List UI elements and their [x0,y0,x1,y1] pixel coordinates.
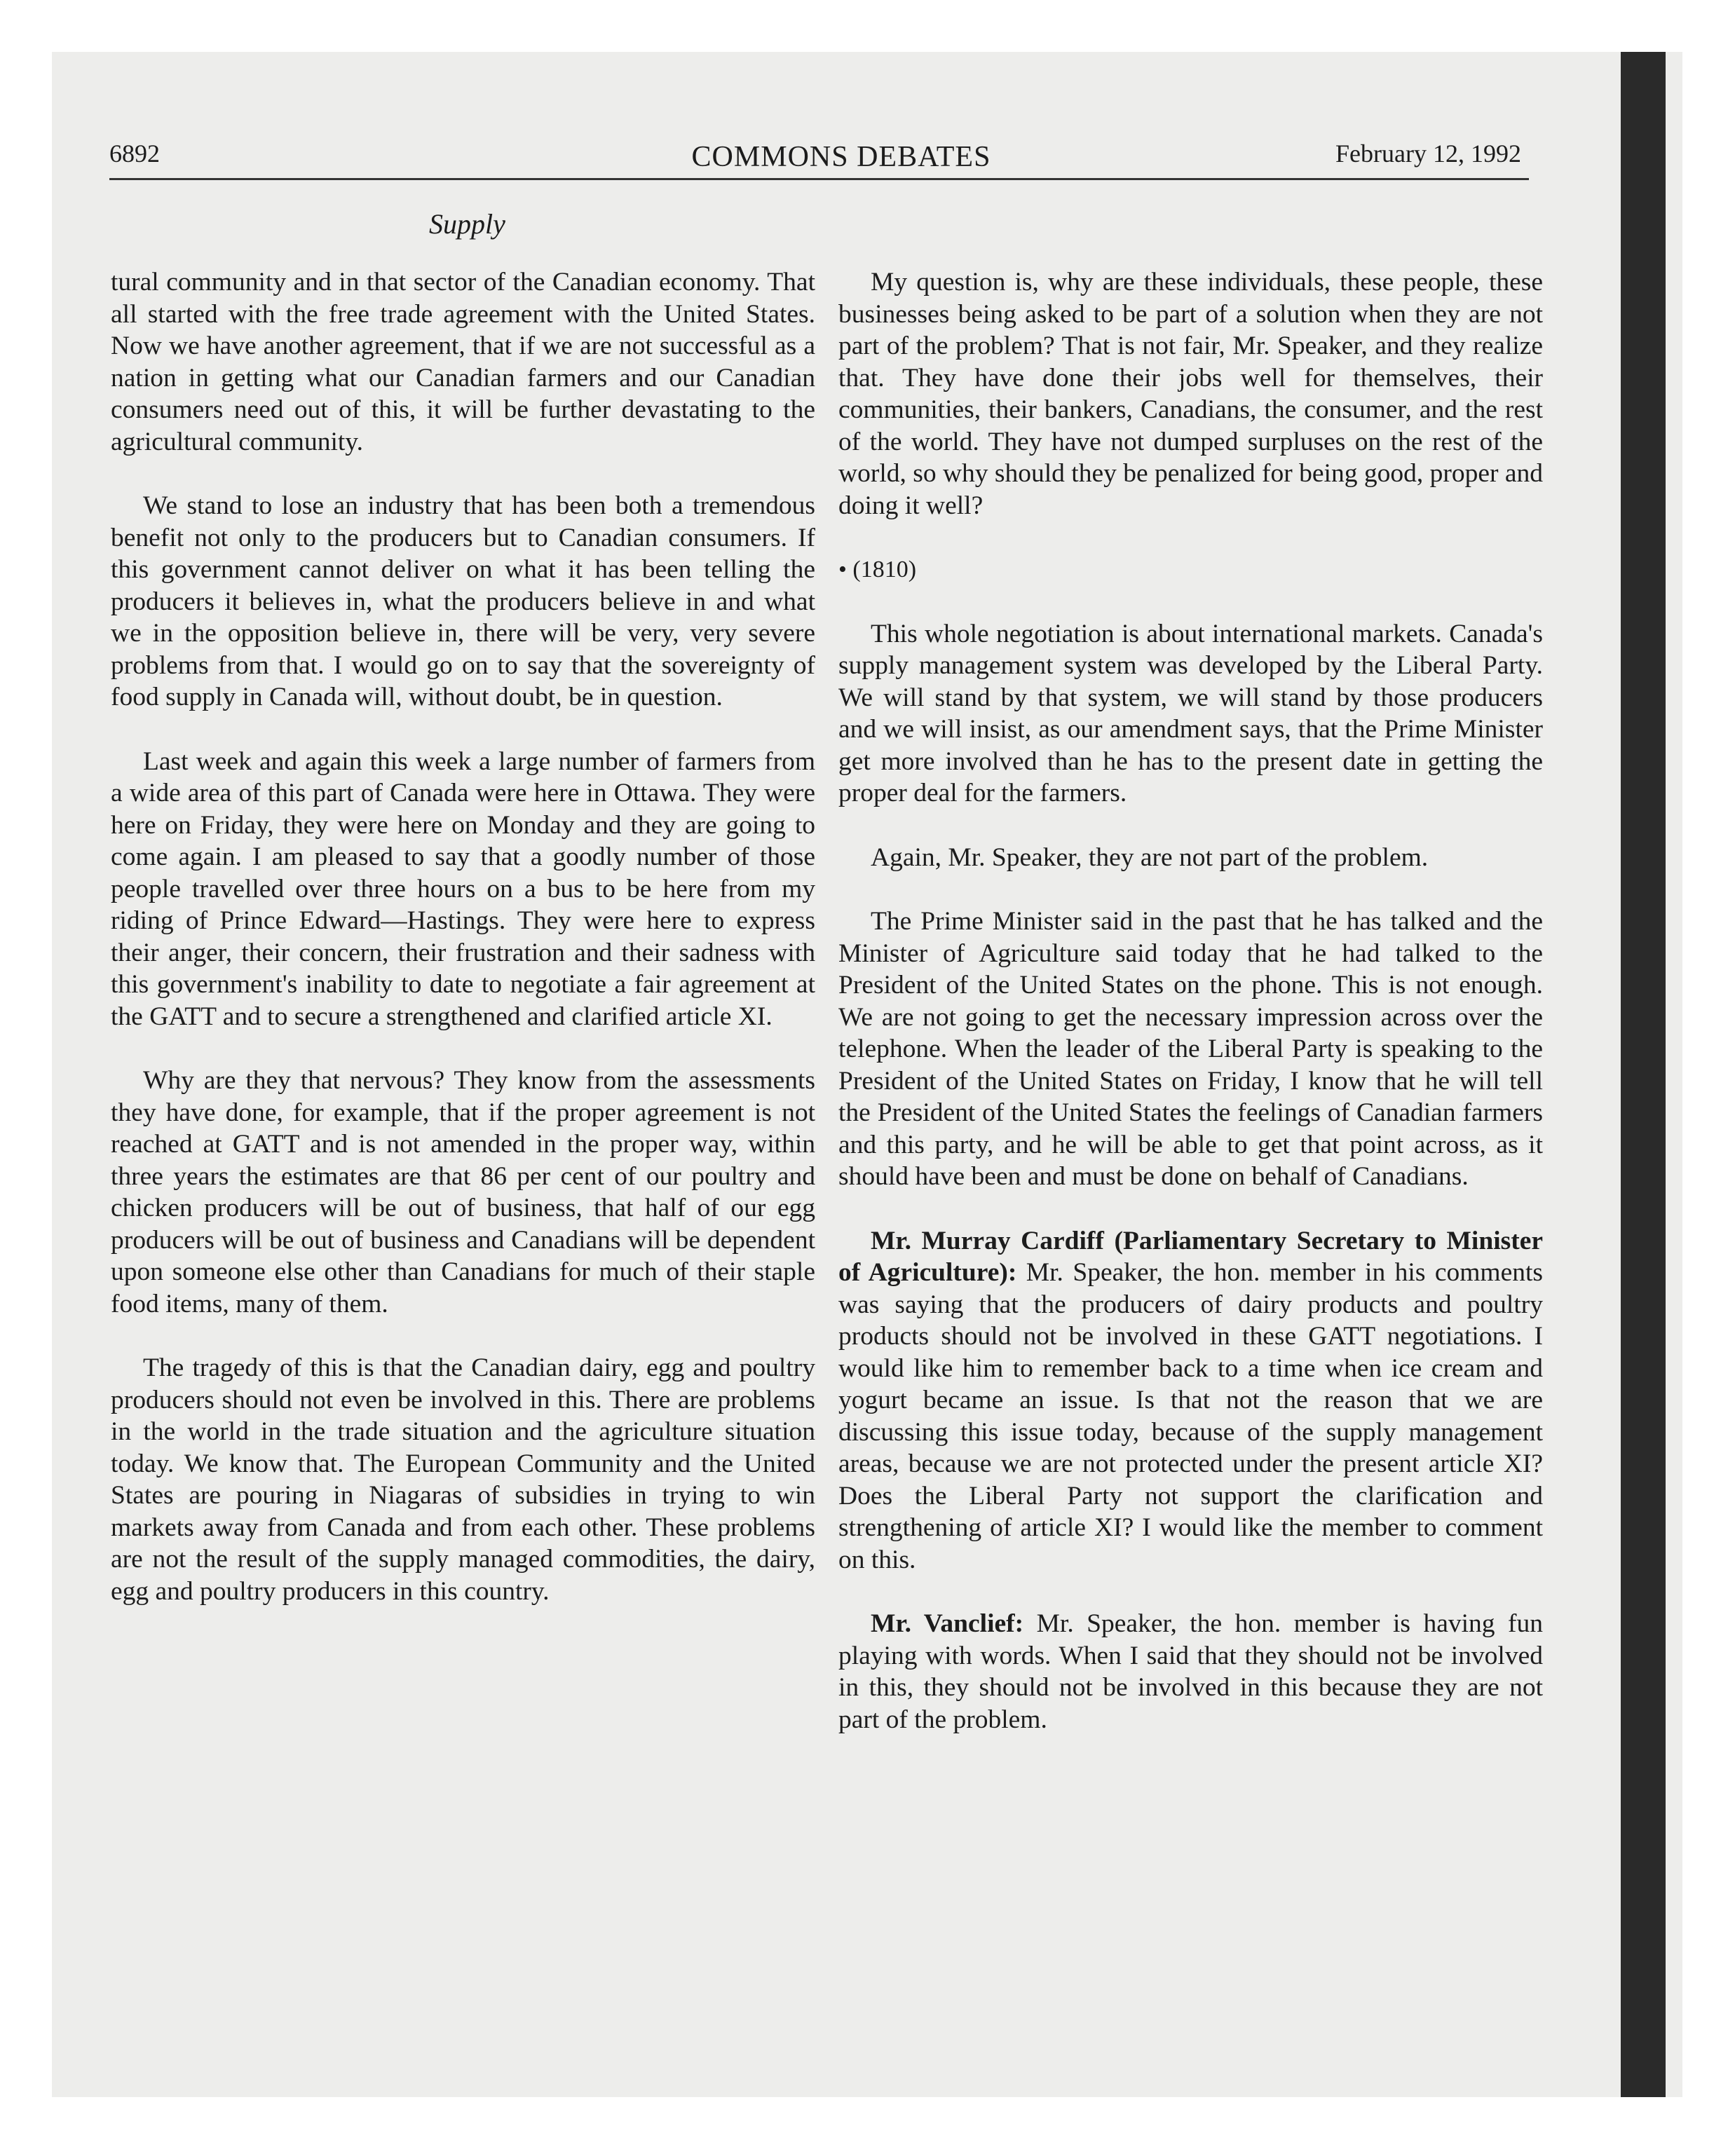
time-marker: • (1810) [838,557,917,582]
right-column [838,266,1543,1735]
paragraph: The Prime Minister said in the past that he has talked and the Minister of Agriculture said today that he had talked to the President of the United States on the phone. This is not enough. We are not going to get the necessary impression across over the telephone. When the leader of the Liberal Party is speaking to the President of the United States on Friday, I know that he will tell the President of the United States the feelings of Canadian farmers and this party, and he will be able to get that point across, as it should have been and must be done on behalf of Canadians. [838,907,1543,1191]
speech-text: Mr. Speaker, the hon. member is having fun playing with words. When I said that they should not be involved in this, they should not be involved in this because they are not part of the problem. [838,1609,1543,1734]
page-number: 6892 [109,139,160,168]
left-column [111,266,815,1607]
paragraph: We stand to lose an industry that has been both a tremendous benefit not only to the producers but to Canadian consumers. If this government cannot deliver on what it has been telling the producers it believes in, what the producers believe in and what we in the opposition believe in, there will be very, very severe problems from that. I would go on to say that the sovereignty of food supply in Canada will, without doubt, be in question. [111,491,815,711]
page-date: February 12, 1992 [1335,139,1521,168]
section-title: Supply [429,208,505,240]
speech-paragraph [838,1608,1543,1735]
publication-title: COMMONS DEBATES [691,141,991,173]
paragraph: My question is, why are these individuals, these people, these businesses being asked to be part of a solution when they are not part of the problem? That is not fair, Mr. Speaker, and they realize that. They have done their jobs well for themselves, their communities, their bankers, Canadians, the consumer, and the rest of the world. They have not dumped surpluses on the rest of the world, so why should they be penalized for being good, proper and doing it well? [838,268,1543,520]
paragraph: Why are they that nervous? They know from the assessments they have done, for example, that if the proper agreement is not reached at GATT and is not amended in the proper way, within three years the estimates are that 86 per cent of our poultry and chicken producers will be out of business, that half of our egg producers will be out of business and Canadians will be dependent upon someone else other than Canadians for much of their staple food items, many of them. [111,1066,815,1318]
paragraph: The tragedy of this is that the Canadian dairy, egg and poultry producers should not even be involved in this. There are problems in the world in the trade situation and the agriculture situation today. We know that. The European Community and the United States are pouring in Niagaras of subsidies in trying to win markets away from Canada and from each other. These problems are not the result of the supply managed commodities, the dairy, egg and poultry producers in this country. [111,1353,815,1606]
speaker-name: Mr. Vanclief: [871,1609,1024,1638]
paragraph: This whole negotiation is about international markets. Canada's supply management system was developed by the Liberal Party. We will stand by that system, we will stand by those producers and we will insist, as our amendment says, that the Prime Minister get more involved than he has to the present date in getting the proper deal for the farmers. [838,619,1543,807]
running-head [0,140,1542,174]
paragraph: tural community and in that sector of the Canadian economy. That all started with the free trade agreement with the United States. Now we have another agreement, that if we are not successful as a nation in getting what our Canadian farmers and our Canadian consumers need out of this, it will be further devastating to the agricultural community. [111,268,815,456]
header-rule [109,178,1529,180]
speech-text: Mr. Speaker, the hon. member in his comments was saying that the producers of dairy products and poultry products should not be involved in these GATT negotiations. I would like him to remember back to a time when ice cream and yogurt became an issue. Is that not the reason that we are discussing this issue today, because of the supply management areas, because we are not protected under the present article XI? Does the Liberal Party not support the clarification and strengthening of article XI? I would like the member to comment on this. [838,1258,1543,1574]
speaker-name: Mr. Murray Cardiff (Parliamentary Secretary to Minister of Agriculture): [838,1226,1543,1287]
paragraph: Last week and again this week a large number of farmers from a wide area of this part of Canada were here in Ottawa. They were here on Friday, they were here on Monday and they are going to come again. I am pleased to say that a goodly number of those people travelled over three hours on a bus to be here from my riding of Prince Edward—Hastings. They were here to express their anger, their concern, their frustration and their sadness with this government's inability to date to negotiate a fair agreement at the GATT and to secure a strengthened and clarified article XI. [111,746,815,1031]
paragraph: Again, Mr. Speaker, they are not part of the problem. [871,842,1429,872]
speech-paragraph [838,1225,1543,1576]
